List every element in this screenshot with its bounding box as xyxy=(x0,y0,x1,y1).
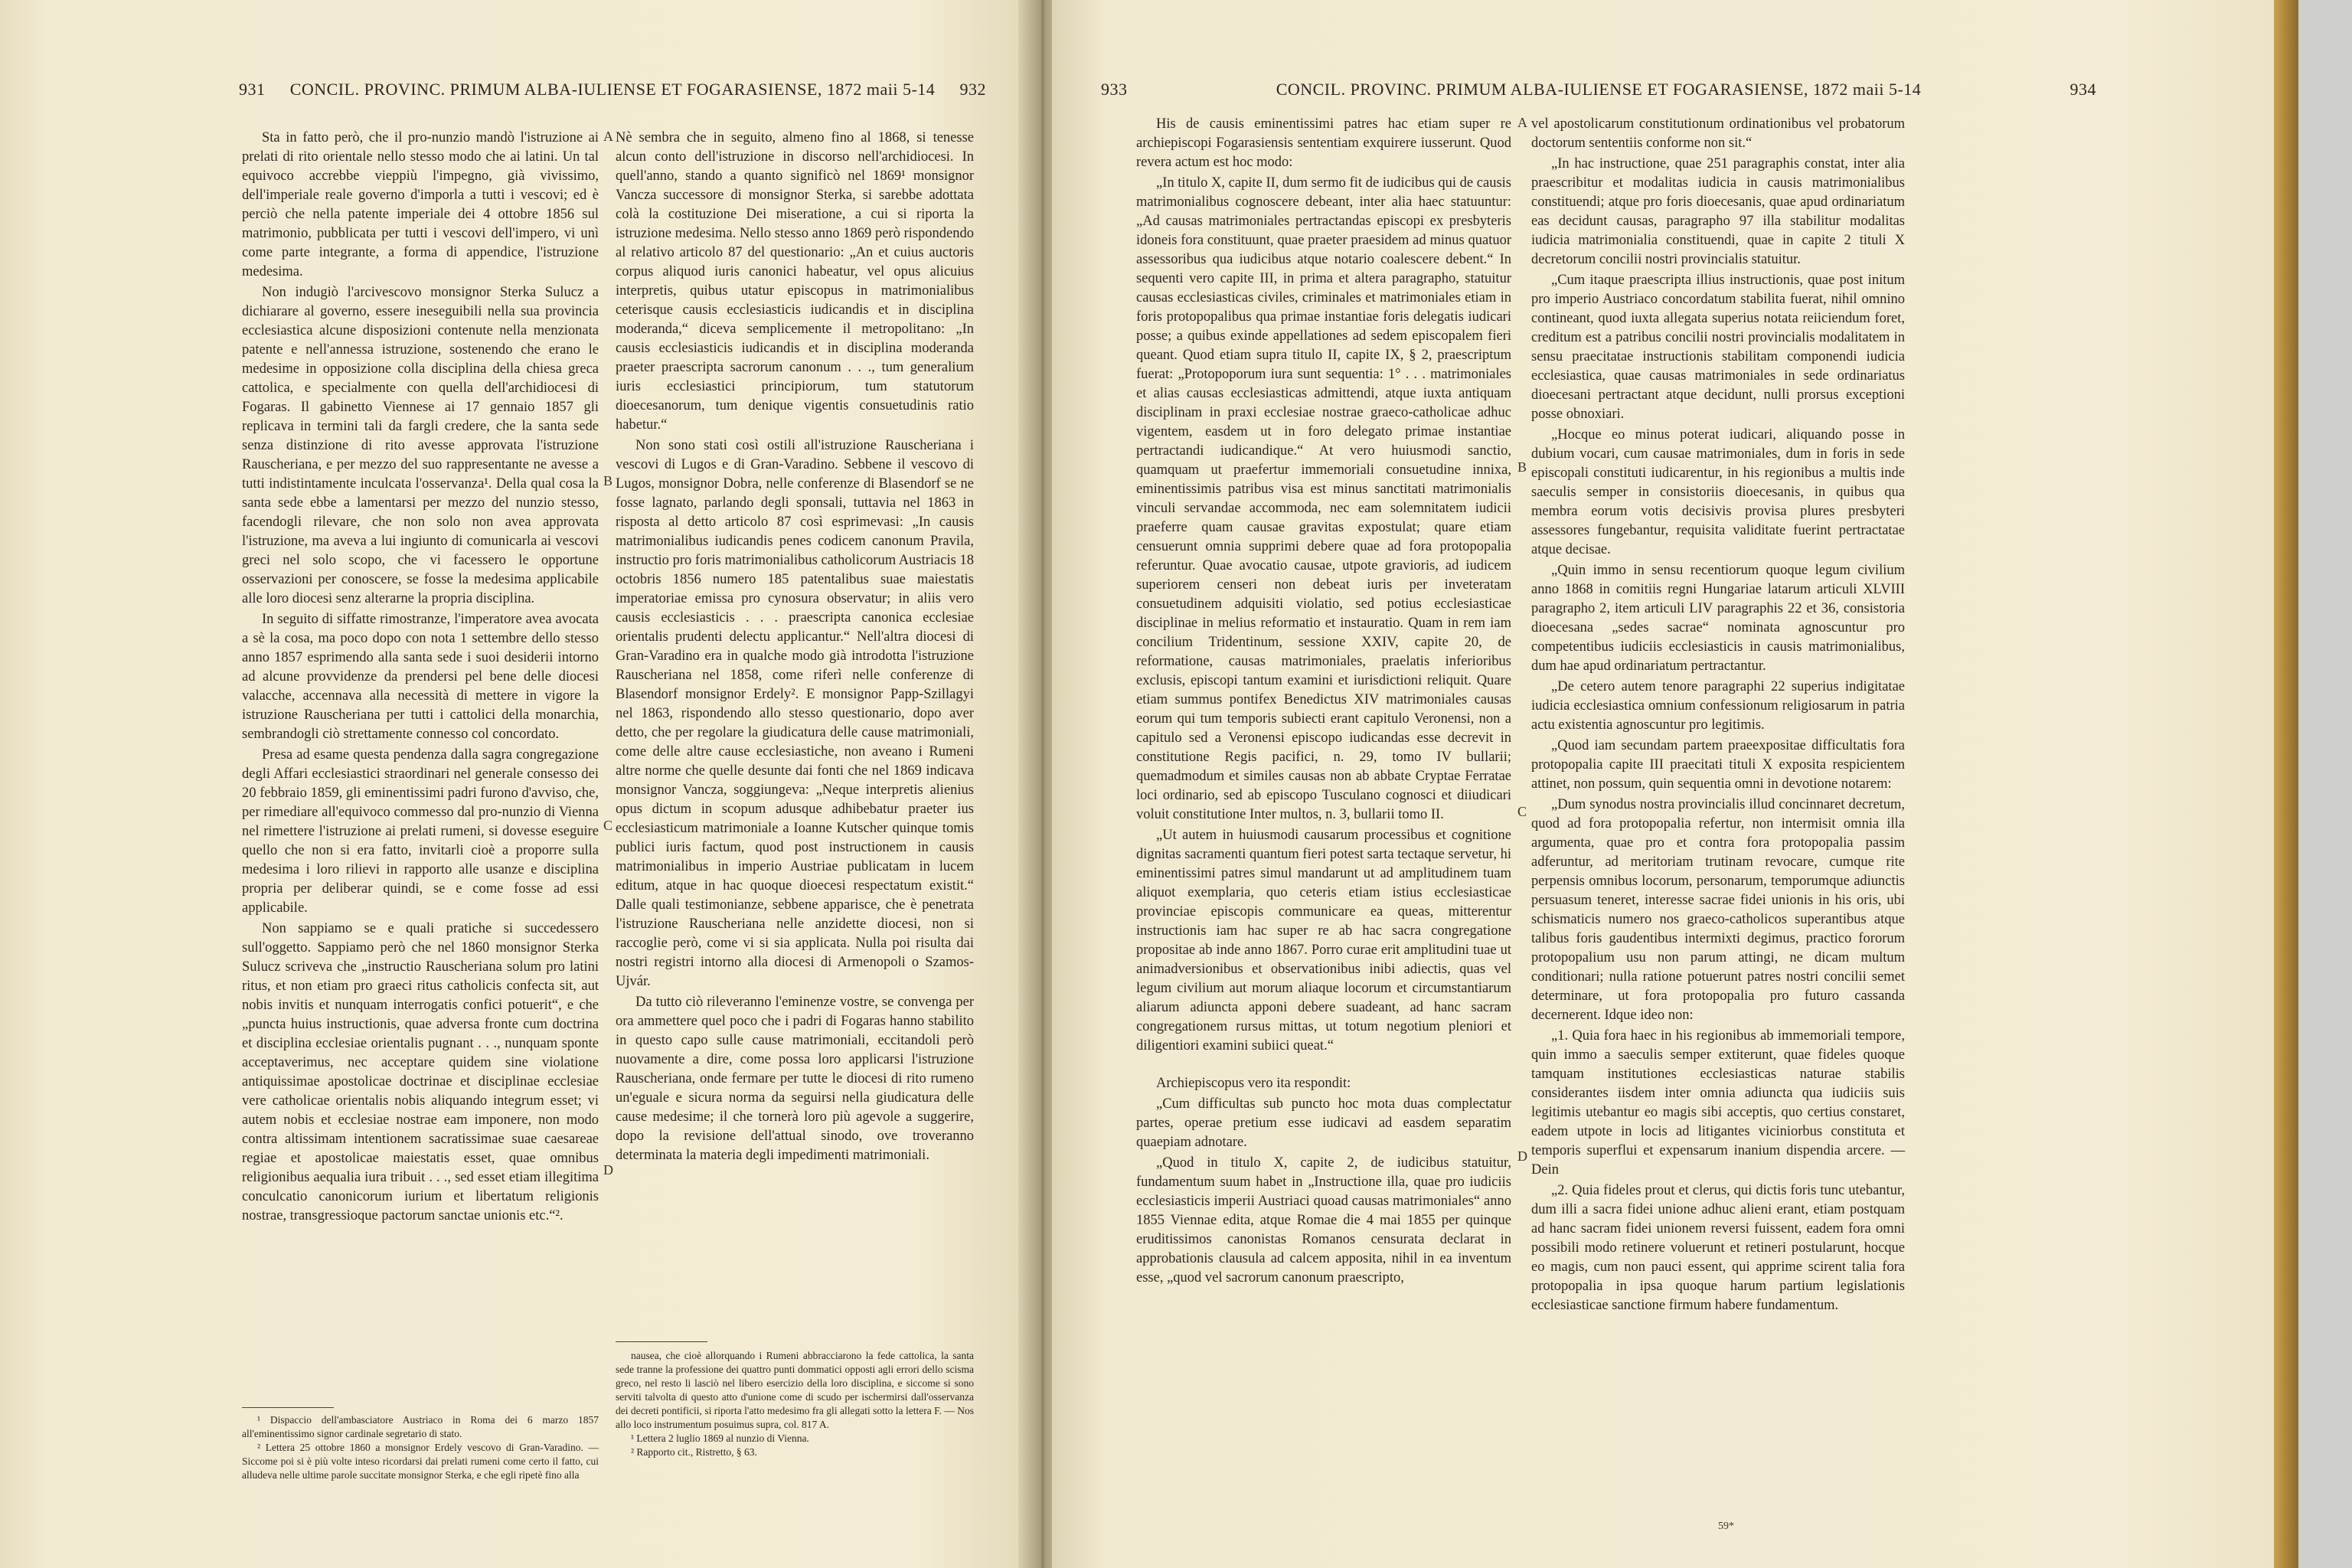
paragraph: Non indugiò l'arcivescovo monsignor Sterka Sulucz a dichiarare al governo, essere ineseguibili nella sua provincia ecclesiastica alcune disposizioni contenute nella menzionata patente e nell'annessa istruzione, sostenendo che erano le medesime in opposizione colla disciplina della chiesa greca cattolica, e specialmente con quella dell'archidiocesi di Fogaras. Il gabinetto Viennese ai 17 gennaio 1857 gli replicava in termini tali da fargli credere, che la santa sede senza distinzione di rito avesse approvata l'istruzione Rauscheriana, e per mezzo del suo rappresentante ne avesse a tutti indistintamente inculcata l'osservanza¹. Della qual cosa la santa sede ebbe a lamentarsi per mezzo del nunzio stesso, facendogli rilevare, che non solo non avea approvata l'istruzione, ma aveva a lui ingiunto di comunicarla ai vescovi greci nel solo scopo, che vi facessero le opportune osservazioni per conoscere, se fosse la medesima applicabile alle loro diocesi senz alterarne la propria disciplina. xyxy=(242,285,599,606)
right-column-2 xyxy=(1531,115,1905,1317)
paragraph: Presa ad esame questa pendenza dalla sagra congregazione degli Affari ecclesiastici straordinari nel generale consesso dei 20 febbraio 1859, gli eminentissimi padri furono d'avviso, che, per rimediare all'equivoco commesso dal pro-nunzio di Vienna nel rimettere l'istruzione ai prelati rumeni, si dovesse eseguire quello che non si era fatto, invitarli cioè a proporre sulla medesima i loro rilievi in rapporto alle usanze e disciplina propria per deliberar quindi, se e come fosse ad essi applicabile. xyxy=(242,747,599,916)
paragraph: „Ut autem in huiusmodi causarum processibus et cognitione dignitas sacramenti quantum fieri potest sarta tectaque servetur, hi eminentissimi patres simul mandarunt ut ad amplitudinem tuam aliquot exemplaria, quo ceteris etiam istius ecclesiasticae provinciae episcopis communicare ea queas, mitterentur instructionis iam hac super re ab hac sacra congregatione propositae ab inde anno 1867. Porro curae erit amplitudini tuae ut animadversionibus et observationibus inibi adiectis, quas vel legum civilium aut morum aliaque locorum et circumstantiarum aliarum adiuncta apponi debere suadeant, ad hanc sacram congregationem rursus mittas, ut totum negotium pleniori et diligentiori examini subiici queat.“ xyxy=(1136,828,1511,1054)
paragraph: vel apostolicarum constitutionum ordinationibus vel probatorum doctorum sententiis conforme non sit.“ xyxy=(1531,116,1905,151)
background-surface xyxy=(2298,0,2352,1568)
left-column-1-footnotes xyxy=(242,1413,599,1482)
right-page xyxy=(1052,0,2274,1568)
paragraph: „In titulo X, capite II, dum sermo fit de iudicibus qui de causis matrimonialibus cognoscere debeant, inter alia haec statuuntur: „Ad causas matrimoniales pertractandas episcopi ex presbyteris idoneis fora constituunt, quae praeter praesidem ad minus quatuor assessoribus qua iudicibus atque notario coalescere debent.“ In sequenti vero capite III, in prima et altera paragrapho, statuitur causas ecclesiasticas civiles, criminales et matrimoniales etiam in foris protopopalibus qua primae instantiae foris delegatis iudicari posse; a quibus exinde appellationes ad sedem episcopalem fieri queant. Quod etiam supra titulo II, capite IX, § 2, praescriptum fuerat: „Protopoporum iura sunt sequentia: 1° . . . matrimoniales et alias causas ecclesiasticas admittendi, atque iuxta antiquam disciplinam in praxi ecclesiae nostrae graeco-catholicae adhuc vigentem, easdem ut in foro delegato primae instantiae pertractandi iudicandique.“ At vero huiusmodi sanctio, quamquam ut praefertur immemoriali consuetudine innixa, eminentissimis patribus visa est minus sanctitati matrimonialis vinculi servandae accommoda, nec eam solemnitatem iudicii praeferre quam causae gravitas expostulat; quare etiam censuerunt omnia supprimi debere quae ad fora protopopalia referuntur. Quae avocatio causae, utpote gravioris, ad iudicem superiorem censeri non debeat iuris per inveteratam consuetudinem adquisiti violatio, sed potius ecclesiasticae disciplinae in melius reformatio et instauratio. Quam in rem iam concilium Tridentinum, sessione XXIV, capite 20, de reformatione, causas matrimoniales, praelatis inferioribus exclusis, episcopi tantum examini et iurisdictioni reliquit. Quare etiam summus pontifex Benedictus XIV matrimoniales causas eorum qui tum temporis subiecti erant capitulo Veronensi, non a capitulo sed a Veronensi episcopo iudicandas esse decrevit in constitutione Regis pacifici, n. 29, tomo IV bullarii; quemadmodum et similes causas non ab abbate Cryptae Ferratae loci ordinario, sed ab episcopo Tusculano cognosci et diiudicari voluit constitutione Inter multos, n. 3, bullarii tomo II. xyxy=(1136,175,1511,822)
paragraph: Non sono stati così ostili all'istruzione Rauscheriana i vescovi di Lugos e di Gran-Varadino. Sebbene il vescovo di Lugos, monsignor Dobra, nelle conferenze di Blasendorf se ne fosse lagnato, parlando degli sponsali, tuttavia nel 1863 in risposta al detto articolo 87 così esprimevasi: „In causis matrimonialibus iudicandis penes codicem canonum Pravila, instructio pro foris matrimonialibus catholicorum Austriacis 18 octobris 1856 numero 185 patentalibus suae maiestatis imperatoriae emissa pro cynosura observatur; in aliis vero causis ecclesiasticis . . . praescripta canonica ecclesiae orientalis prudenti delectu applicantur.“ Nell'altra diocesi di Gran-Varadino era in qualche modo già introdotta l'istruzione Rauscheriana nel 1858, come riferì nelle conferenze di Blasendorf monsignor Erdely². E monsignor Papp-Szillagyi nel 1863, rispondendo allo stesso questionario, dopo aver detto, che per regolare la giudicatura delle cause matrimoniali, come delle altre cause ecclesiastiche, non aveano i Rumeni altre norme che quelle desunte dai fonti che nel 1869 indicava monsignor Vancza, soggiungeva: „Neque interpretis alienius opus dictum in scopum adusque adhibebatur praeter ius ecclesiasticum matrimoniale a Ioanne Kutscher quinque tomis publici iuris factum, quod post instructionem in causis matrimonialibus in imperio Austriae publicatam in lucem editum, atque in hac quoque dioecesi respectatum existit.“ Dalle quali testimonianze, sebbene apparisce, che è penetrata l'istruzione Rauscheriana nelle anzidette diocesi, non si raccoglie però, come vi si sia applicata. Nulla poi risulta dai nostri registri intorno alla diocesi di Armenopoli o Szamos-Ujvár. xyxy=(616,438,974,989)
paragraph: Archiepiscopus vero ita respondit: xyxy=(1156,1076,1351,1091)
right-page-header xyxy=(1101,80,2096,110)
page-number-934: 934 xyxy=(2069,80,2096,99)
footnote: ² Rapporto cit., Ristretto, § 63. xyxy=(631,1446,757,1458)
margin-marker-a: A xyxy=(603,129,613,144)
running-title: CONCIL. PROVINC. PRIMUM ALBA-IULIENSE ET FOGARASIENSE, 1872 maii 5-14 xyxy=(1276,80,1922,99)
paragraph: „Quod iam secundam partem praeexpositae difficultatis fora protopopalia capite III praecitati tituli X exposita respicientem attinet, non possum, quin sequentia omni in devotione notarem: xyxy=(1531,738,1905,792)
footnote-rule xyxy=(242,1407,334,1408)
footnote: ¹ Lettera 2 luglio 1869 al nunzio di Vienna. xyxy=(631,1432,809,1444)
page-number-931: 931 xyxy=(239,80,266,99)
paragraph: „Quin immo in sensu recentiorum quoque legum civilium anno 1868 in comitiis regni Hungariae latarum articuli XLVIII paragrapho 2, item articuli LIV paragraphis 22 et 36, consistoria dioecesana „sedes sacrae“ nominata agnoscuntur pro competentibus iudiciis ecclesiasticis in causis matrimonialibus, dum hae apud ordinariatum pertractantur. xyxy=(1531,563,1905,674)
paragraph: In seguito di siffatte rimostranze, l'imperatore avea avocata a sè la cosa, ma poco dopo con nota 1 settembre dello stesso anno 1857 esprimendo alla santa sede i suoi desiderii intorno ad alcune provvidenze da prendersi pel bene delle diocesi valacche, accennava alla necessità di mettere in vigore la istruzione Rauscheriana per tutti i cattolici della monarchia, sembrandogli ciò strettamente connesso col concordato. xyxy=(242,612,599,742)
margin-marker-b: B xyxy=(603,473,613,488)
footnote: ² Lettera 25 ottobre 1860 a monsignor Erdely vescovo di Gran-Varadino. — Siccome poi si è più volte inteso ricordarsi dai prelati rumeni come certo il fatto, cui alludeva nelle ultime parole succitate monsignor Sterka, e che egli ripetè fino alla xyxy=(242,1442,599,1481)
left-page-header xyxy=(239,80,986,110)
paragraph: „2. Quia fideles prout et clerus, qui dictis foris tunc utebantur, dum illi a sacra fidei unione adhuc alieni erant, etiam postquam ad hanc sacram fidei unionem reversi fuissent, eadem fora omni possibili modo retinere voluerunt et retineri postularunt, hocque eo magis, cum non pauci essent, qui apprime scirent talia fora protopopalia in ipsa quoque harum partium legislationis ecclesiasticae sanctione firmum habere fundamentum. xyxy=(1531,1183,1905,1313)
signature-mark: 59* xyxy=(1718,1521,1734,1532)
paragraph: Da tutto ciò rileveranno l'eminenze vostre, se convenga per ora ammettere quel poco che i padri di Fogaras hanno stabilito in questo capo sulle cause matrimoniali, eccitandoli però nuovamente a dire, come possa loro applicarsi l'istruzione Rauscheriana, onde fermare per tutte le diocesi di rito rumeno un'eguale e sicura norma da seguirsi nella giudicatura delle cause medesime; il che tornerà loro più agevole a suggerire, dopo la revisione dell'attual sinodo, ove troveranno determinata la materia degli impedimenti matrimoniali. xyxy=(616,995,974,1163)
paragraph: „1. Quia fora haec in his regionibus ab immemoriali tempore, quin immo a saeculis semper extiterunt, quae fideles quoque tamquam institutiones ecclesiasticas naturae stabilis considerantes iisdem inter omnia adiuncta qua iudiciis suis legitimis utebantur eo magis sibi acceptis, quo certius constaret, eadem utpote in locis ad litigantes viciniorbus constituta et temporis superflui et expensarum inanium dispendia arcere. — Dein xyxy=(1531,1028,1905,1178)
page-number-932: 932 xyxy=(959,80,986,99)
page-number-933: 933 xyxy=(1101,80,1128,99)
paragraph: „Quod in titulo X, capite 2, de iudicibus statuitur, fundamentum suum habet in „Instructione illa, quae pro iudiciis ecclesiasticis imperii Austriaci quoad causas matrimoniales“ anno 1855 Viennae edita, atque Romae die 4 mai 1855 per quinque eruditissimos canonistas Romanos censurata declarat in approbationis clausula ad calcem apposita, nihil in ea inventum esse, „quod vel sacrorum canonum praescripto, xyxy=(1136,1155,1511,1285)
running-title: CONCIL. PROVINC. PRIMUM ALBA-IULIENSE ET FOGARASIENSE, 1872 maii 5-14 xyxy=(289,80,936,99)
page-edge xyxy=(2274,0,2298,1568)
margin-marker-d: D xyxy=(603,1162,613,1178)
paragraph: Sta in fatto però, che il pro-nunzio mandò l'istruzione ai prelati di rito orientale nello stesso modo che ai latini. Un tal equivoco accrebbe vieppiù l'impegno, già vivissimo, dell'imperiale reale governo d'imporla a tutti i vescovi; ed è perciò che nella patente imperiale dei 4 ottobre 1856 sul matrimonio, pubblicata per tutti i vescovi dell'impero, vi unì come parte integrante, a forma di appendice, l'istruzione medesima. xyxy=(242,130,599,279)
right-column-1 xyxy=(1136,115,1511,1289)
margin-marker-a: A xyxy=(1517,115,1527,130)
footnote: ¹ Dispaccio dell'ambasciatore Austriaco in Roma dei 6 marzo 1857 all'eminentissimo signor cardinale segretario di stato. xyxy=(242,1414,599,1439)
paragraph: „Hocque eo minus poterat iudicari, aliquando posse in dubium vocari, cum causae matrimoniales, dum in foris in sede episcopali constituti iudicarentur, in his regionibus a multis inde saeculis semper in consistoriis dioecesanis, in quibus qua membra eorum votis decisivis provisa plures presbyteri assessores fungebantur, requisita validitate fuerint pertractatae atque decisae. xyxy=(1531,427,1905,557)
paragraph: „Dum synodus nostra provincialis illud concinnaret decretum, quod ad fora protopopalia refertur, non intermisit omnia illa argumenta, quae pro et contra fora protopopalia passim adferuntur, ad meritoriam trutinam revocare, cumque rite perpensis omnibus locorum, personarum, temporumque adiunctis persuasum teneret, interesse sacrae fidei unionis in his oris, ubi schismaticis numero nos graeco-catholicos superantibus atque talibus foris gaudentibus intermixti degimus, practico fororum protopopalium usu non parum attingi, ne dicam multum conditionari; nulla ratione potuerunt patres nostri concilii semet determinare, ut fora protopopalia pro futuro cassanda decernerent. Idque ideo non: xyxy=(1531,797,1905,1023)
paragraph: „Cum itaque praescripta illius instructionis, quae post initum pro imperio Austriaco concordatum stabilita fuerat, nihil omnino contineant, quod iuxta allegata superius notata reiiciendum foret, creditum est a patribus concilii nostri provincialis modalitatem in sensu praecitatae instructionis stabilitam componendi iudicia ecclesiastica, quae causas matrimoniales in sede ordinariatus dioecesani pertractant atque decidunt, nulli prorsus exceptioni posse obnoxiari. xyxy=(1531,273,1905,422)
margin-marker-c: C xyxy=(603,818,613,833)
paragraph: His de causis eminentissimi patres hac etiam super re archiepiscopi Fogarasiensis sententiam exquirere iusserunt. Quod revera actum est hoc modo: xyxy=(1136,116,1511,170)
footnote-rule xyxy=(616,1341,707,1342)
paragraph: Non sappiamo se e quali pratiche si succedessero sull'oggetto. Sappiamo però che nel 1860 monsignor Sterka Sulucz scriveva che „instructio Rauscheriana solum pro latini ritus, et non etiam pro graeci ritus catholicis confecta sit, aut nobis invitis et nunquam interrogatis confici potuerit“, e che „puncta huius instructionis, quae adversa fronte cum doctrina et disciplina ecclesiae orientalis pugnant . . ., nunquam sponte acceptaverimus, nec acceptare quidem sine violatione antiquissimae apostolicae doctrinae et disciplinae ecclesiae vere catholicae orientalis nobis aliquando integrum esset; vi autem nobis et ecclesiae nostrae eam imponere, non modo contra altissimam intentionem sacratissimae suae caesareae regiae et apostolicae maiestatis esset, quae omnibus religionibus aequalia iura tribuit . . ., sed esset etiam illegitima conculcatio canonicorum iurium et libertatum religionis nostrae, transgressioque pactorum sanctae unionis etc.“². xyxy=(242,921,599,1223)
footnote: nausea, che cioè allorquando i Rumeni abbracciarono la fede cattolica, la santa sede tranne la professione dei quattro punti dommatici opposti agli errori dello scisma greco, nel resto li lasciò nel libero esercizio della loro disciplina, e siccome si sono serviti talvolta di questo atto d'unione come di scudo per ischermirsi dall'osservanza dei decreti pontificii, si riporta l'atto medesimo fra gli allegati sotto la lettera F. — Nos allo loco instrumentum posuimus supra, col. 817 A. xyxy=(616,1350,974,1430)
left-column-2 xyxy=(616,129,974,1167)
paragraph: „In hac instructione, quae 251 paragraphis constat, inter alia praescribitur et modalitas iudicia in causis matrimonialibus constituendi; atque pro foris dioecesanis, quae apud ordinariatum eas decidunt causas, paragrapho 97 illa stabilitur modalitas iudicia matrimonialia constituendi, quae in capite 2 tituli X decretorum concilii nostri provincialis statuitur. xyxy=(1531,156,1905,267)
left-page xyxy=(0,0,1034,1568)
margin-marker-b: B xyxy=(1517,459,1527,475)
paragraph: „Cum difficultas sub puncto hoc mota duas complectatur partes, operae pretium esse iudicavi ad easdem separatim quaepiam adnotare. xyxy=(1136,1096,1511,1150)
paragraph: Nè sembra che in seguito, almeno fino al 1868, si tenesse alcun conto dell'istruzione in discorso nell'archidiocesi. In quell'anno, stando a quanto significò nel 1869¹ monsignor Vancza successore di monsignor Sterka, si sarebbe adottata colà la costituzione Dei miseratione, a cui si riporta la istruzione medesima. Nello stesso anno 1869 però rispondendo al relativo articolo 87 del questionario: „An et cuius auctoris corpus aliquod iuris canonici habeatur, vel opus alicuius interpretis, quibus utatur episcopus in matrimonialibus ceterisque causis ecclesiasticis iudicandis et in disciplina moderanda,“ diceva semplicemente il metropolitano: „In causis ecclesiasticis iudicandis et in disciplina moderanda praeter praescripta sacrorum canonum . . ., tum generalium iuris ecclesiastici principiorum, tum statutorum dioecesanorum, tum denique vigentis consuetudinis ratio habetur.“ xyxy=(616,130,974,433)
paragraph: „De cetero autem tenore paragraphi 22 superius indigitatae iudicia ecclesiastica omnium confessionum religiosarum in patria actu existentia agnoscuntur pro legitimis. xyxy=(1531,679,1905,733)
left-column-1 xyxy=(242,129,599,1227)
margin-marker-c: C xyxy=(1517,804,1527,819)
left-column-2-footnotes xyxy=(616,1349,974,1459)
margin-marker-d: D xyxy=(1517,1148,1527,1164)
